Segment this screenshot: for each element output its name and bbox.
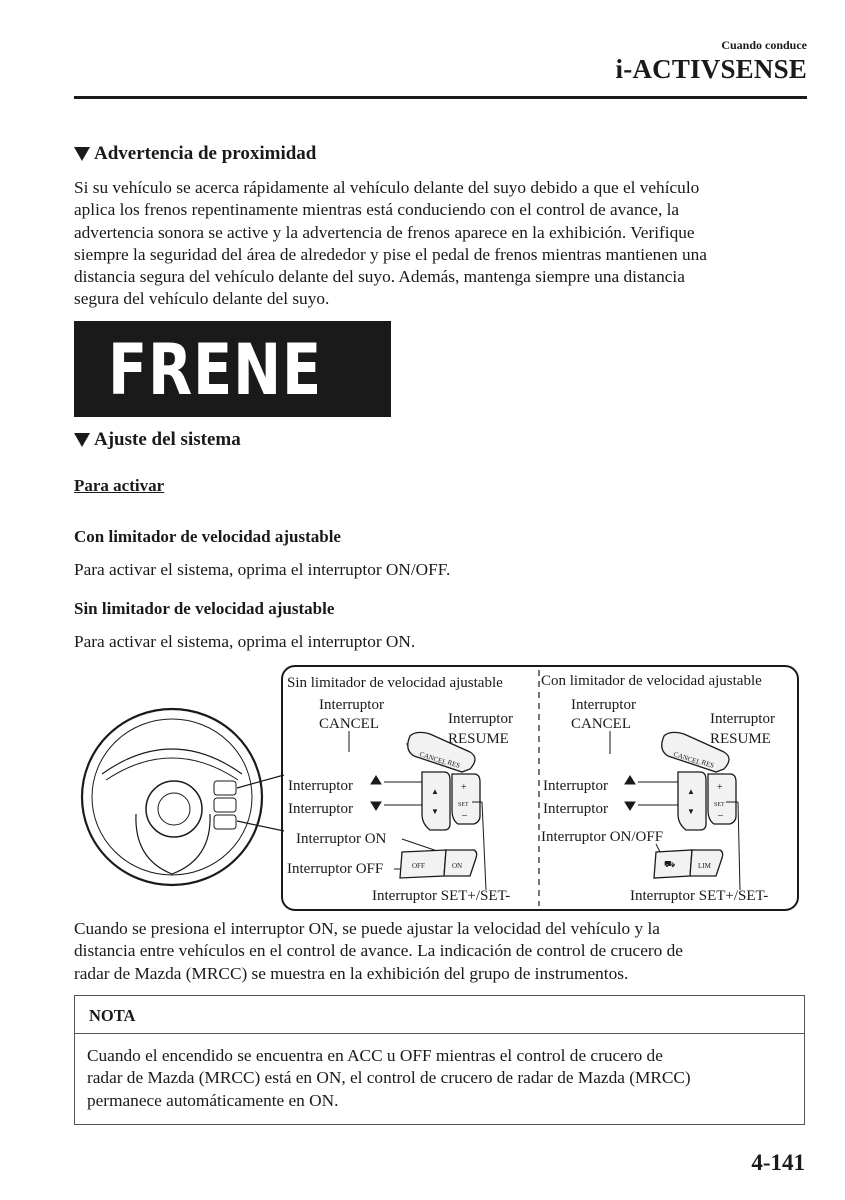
left-panel-title: Sin limitador de velocidad ajustable <box>287 675 503 691</box>
label-resume-1: Interruptor <box>710 711 775 727</box>
distance-rocker-switch <box>422 772 450 830</box>
svg-text:▼: ▼ <box>687 807 695 816</box>
label-set: Interruptor SET+/SET- <box>630 888 769 904</box>
triangle-bullet-icon <box>74 433 90 447</box>
btn-lim-label: LIM <box>698 862 711 870</box>
paragraph-line: radar de Mazda (MRCC) se muestra en la exhibición del grupo de instrumentos. <box>74 963 629 983</box>
label-cancel-1: Interruptor <box>319 697 384 713</box>
up-arrow-icon <box>371 776 381 784</box>
up-arrow-icon <box>625 776 635 784</box>
label-off: Interruptor OFF <box>287 861 384 877</box>
paragraph-line: segura del vehículo delante del suyo. <box>74 289 330 309</box>
label-onoff: Interruptor ON/OFF <box>541 829 664 845</box>
svg-text:–: – <box>718 810 723 821</box>
heading-proximity-warning <box>74 143 316 165</box>
label-up: Interruptor <box>543 778 608 794</box>
with-limiter-title: Con limitador de velocidad ajustable <box>74 527 341 546</box>
header-rule <box>74 96 807 99</box>
paragraph-line: distancia entre vehículos en el control de avance. La indicación de control de crucero de <box>74 941 683 961</box>
page-number: 4-141 <box>751 1150 805 1175</box>
right-panel-switches <box>610 731 740 890</box>
btn-res-label: RES <box>446 758 462 770</box>
chapter-label: Cuando conduce <box>721 38 807 52</box>
note-title: NOTA <box>89 1006 136 1025</box>
brake-warning-text: FRENE ! <box>108 329 322 493</box>
label-resume-2: RESUME <box>710 731 771 747</box>
btn-set-label: SET <box>458 802 469 808</box>
svg-text:+: + <box>461 782 467 793</box>
without-limiter-title: Sin limitador de velocidad ajustable <box>74 599 335 618</box>
btn-on-label: ON <box>452 862 463 870</box>
btn-cancel-label: CANCEL <box>672 750 702 767</box>
right-panel-title: Con limitador de velocidad ajustable <box>541 673 762 689</box>
label-up: Interruptor <box>288 778 353 794</box>
subheading-activate: Para activar <box>74 476 165 495</box>
triangle-bullet-icon <box>74 147 90 161</box>
note-line: permanece automáticamente en ON. <box>87 1090 339 1110</box>
paragraph-line: aplica los frenos repentinamente mientras está conduciendo con el control de avance, la <box>74 200 680 220</box>
label-resume-2: RESUME <box>448 731 509 747</box>
label-down: Interruptor <box>288 801 353 817</box>
without-limiter-text: Para activar el sistema, oprima el interruptor ON. <box>74 632 416 651</box>
svg-text:–: – <box>462 810 467 821</box>
svg-text:▲: ▲ <box>431 787 439 796</box>
steering-wheel-illustration <box>82 709 284 885</box>
heading-text: Advertencia de proximidad <box>94 143 317 164</box>
svg-text:▲: ▲ <box>687 787 695 796</box>
heading-system-setup <box>74 429 241 451</box>
label-cancel-1: Interruptor <box>571 697 636 713</box>
paragraph-line: advertencia sonora se active y la advertencia de frenos aparece en la exhibición. Verifique <box>74 222 695 242</box>
label-on: Interruptor ON <box>296 831 387 847</box>
btn-cancel-label: CANCEL <box>418 750 448 767</box>
proximity-paragraph <box>74 177 807 311</box>
label-set: Interruptor SET+/SET- <box>372 888 511 904</box>
paragraph-line: Cuando se presiona el interruptor ON, se puede ajustar la velocidad del vehículo y la <box>74 919 660 938</box>
mrcc-paragraph <box>74 918 807 985</box>
radar-car-icon: ⛟ <box>664 859 676 869</box>
down-arrow-icon <box>371 802 381 810</box>
paragraph-line: distancia segura del vehículo delante del suyo. Además, mantenga siempre una distancia <box>74 267 685 287</box>
note-text <box>87 1045 787 1112</box>
note-line: radar de Mazda (MRCC) está en ON, el control de crucero de radar de Mazda (MRCC) <box>87 1068 691 1088</box>
label-resume-1: Interruptor <box>448 711 513 727</box>
steering-switch-diagram <box>74 664 802 914</box>
paragraph-line: Si su vehículo se acerca rápidamente al vehículo delante del suyo debido a que el vehículo <box>74 178 700 197</box>
btn-res-label: RES <box>700 758 716 770</box>
distance-rocker-switch <box>678 772 706 830</box>
label-down: Interruptor <box>543 801 608 817</box>
paragraph-line: siempre la seguridad del área de alrededor y pise el pedal de frenos mientras mantienen una <box>74 244 707 264</box>
svg-text:+: + <box>717 782 723 793</box>
heading-text: Ajuste del sistema <box>94 429 241 450</box>
section-title: i-ACTIVSENSE <box>615 54 807 84</box>
btn-set-label: SET <box>714 802 725 808</box>
with-limiter-text: Para activar el sistema, oprima el interruptor ON/OFF. <box>74 560 451 579</box>
note-header <box>75 996 804 1034</box>
svg-text:▼: ▼ <box>431 807 439 816</box>
btn-off-label: OFF <box>412 862 425 870</box>
down-arrow-icon <box>625 802 635 810</box>
note-box <box>74 995 805 1125</box>
label-cancel-2: CANCEL <box>319 716 379 732</box>
note-line: Cuando el encendido se encuentra en ACC u OFF mientras el control de crucero de <box>87 1046 663 1065</box>
label-cancel-2: CANCEL <box>571 716 631 732</box>
